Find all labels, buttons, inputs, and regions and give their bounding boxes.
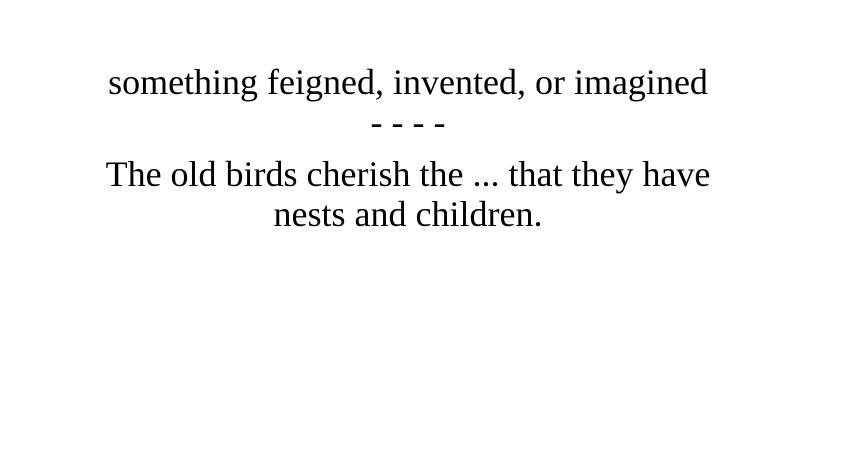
separator-dashes: - - - -: [370, 102, 446, 142]
example-line-2: nests and children.: [273, 194, 543, 234]
example-line-1: The old birds cherish the ... that they have: [105, 154, 711, 194]
example-sentence: [0, 154, 816, 234]
definition-text: something feigned, invented, or imagined: [108, 62, 708, 102]
